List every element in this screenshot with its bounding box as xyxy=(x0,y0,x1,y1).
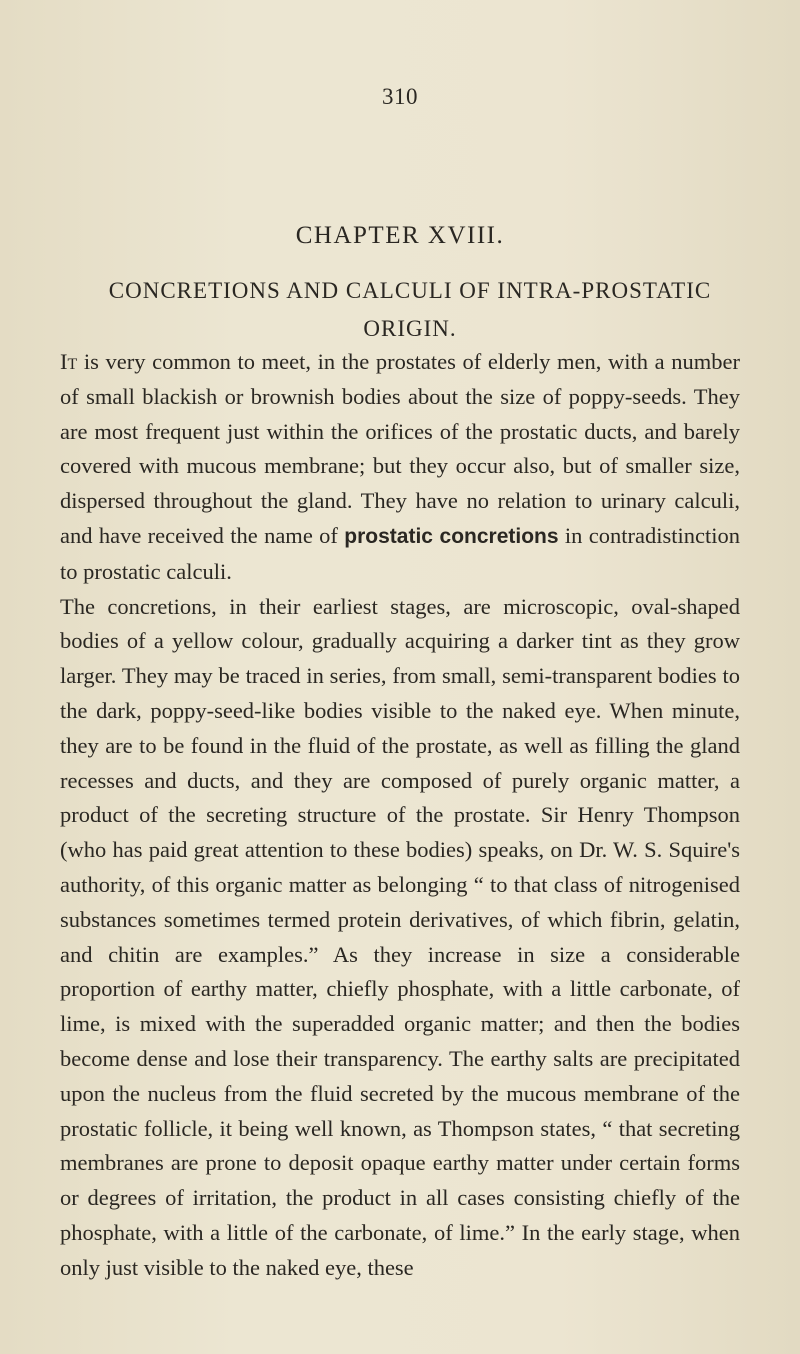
chapter-title: CONCRETIONS AND CALCULI OF INTRA-PROSTATIC ORIGIN. xyxy=(108,278,712,341)
lead-word: It xyxy=(60,349,78,374)
page-number: 310 xyxy=(382,84,418,109)
paragraph-1 xyxy=(60,345,740,590)
paragraph-1-text-a: is very common to meet, in the prostates of elderly men, with a number of small blackish or brownish bodies about the size of poppy-seeds. They are most frequent just within the orifices of the prostatic ducts, and barely covered with mucous membrane; but they occur also, but of smaller size, dispersed throughout the gland. They have no relation to urinary calculi, and have received the name of xyxy=(60,349,740,548)
chapter-heading: CHAPTER XVIII. xyxy=(295,222,505,249)
body-text xyxy=(60,345,740,1286)
bold-term: prostatic concretions xyxy=(344,524,559,548)
paragraph-1-text-b: in contradistinction to prostatic calculi. xyxy=(60,522,740,584)
paragraph-2: The concretions, in their earliest stages, are microscopic, oval-shaped bodies of a yellow colour, gradually acquiring a darker tint as they grow larger. They may be traced in series, from small, semi-transparent bodies to the dark, poppy-seed-like bodies visible to the naked eye. When minute, they are to be found in the fluid of the prostate, as well as filling the gland recesses and ducts, and they are composed of purely organic matter, a product of the secreting structure of the prostate. Sir Henry Thompson (who has paid great attention to these bodies) speaks, on Dr. W. S. Squire's authority, of this organic matter as belonging “ to that class of nitrogenised substances sometimes termed protein derivatives, of which fibrin, gelatin, and chitin are examples.” As they increase in size a considerable proportion of earthy matter, chiefly phosphate, with a little carbonate, of lime, is mixed with the superadded organic matter; and then the bodies become dense and lose their transparency. The earthy salts are precipitated upon the nucleus from the fluid secreted by the mucous membrane of the prostatic follicle, it being well known, as Thompson states, “ that secreting membranes are prone to deposit opaque earthy matter under certain forms or degrees of irritation, the product in all cases consisting chiefly of the phosphate, with a little of the carbonate, of lime.” In the early stage, when only just visible to the naked eye, these xyxy=(60,593,740,1280)
